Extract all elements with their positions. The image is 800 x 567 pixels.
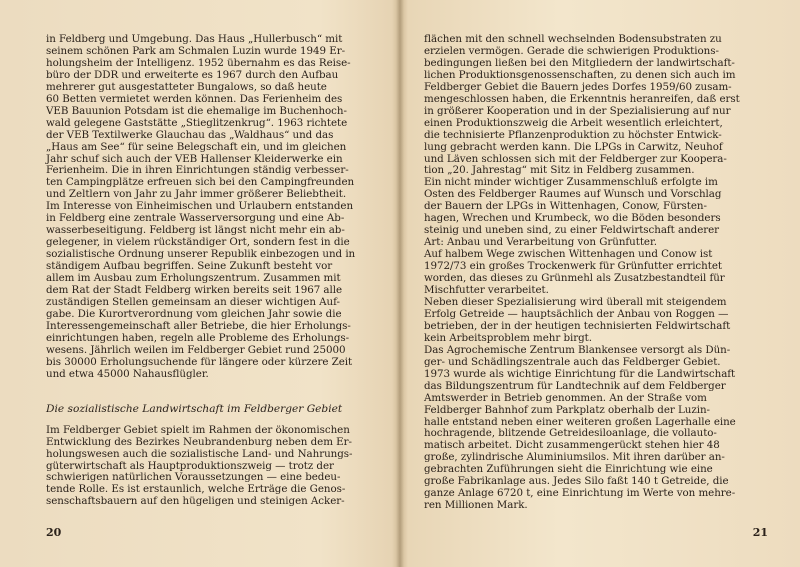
left-paragraph-2: Im Feldberger Gebiet spielt im Rahmen der ökonomischen Entwicklung des Bezirkes Neubrandenburg neben dem Er- holungswesen auch die sozialistische Land- und Nahrungs- güterwirtschaft als Hauptproduktionszweig — trotz der schwierigen natürlichen Voraussetzungen — eine bedeu- tende Rolle. Es ist erstaunlich, welche Erträge die Genos- senschaftsbauern auf den hügeligen und steinigen Acker- bbox=[46, 423, 353, 508]
right-paragraph-4: Neben dieser Spezialisierung wird überall mit steigendem Erfolg Getreide — hauptsächlich der Anbau von Roggen — betrieben, der in der heutigen technisierten Feldwirtschaft kein Arbeitsproblem mehr birgt. bbox=[424, 295, 731, 344]
right-paragraph-3: Auf halbem Wege zwischen Wittenhagen und Conow ist 1972/73 ein großes Trockenwerk für Grünfutter errichtet worden, das dieses zu Grünmehl als Zusatzbestandteil für Mischfutter verarbeitet. bbox=[424, 248, 725, 297]
right-page bbox=[400, 0, 800, 567]
right-paragraph-2: Ein nicht minder wichtiger Zusammenschluß erfolgte im Osten des Feldberger Raumes auf Wunsch und Vorschlag der Bauern der LPGs in Wittenhagen, Conow, Fürsten- hagen, Wrechen und Krumbeck, wo die Böden besonders steinig und uneben sind, zu einer Feldwirtschaft anderer Art: Anbau und Verarbeitung von Grünfutter. bbox=[424, 176, 722, 249]
page-number-left: 20 bbox=[46, 526, 62, 539]
right-paragraph-1: flächen mit den schnell wechselnden Bodensubstraten zu erzielen vermögen. Gerade die schwierigen Produktions- bedingungen ließen bei den Mitgliedern der landwirtschaft- lichen Produktionsgenossenschaften, zu denen sich auch im Feldberger Gebiet die Bauern jedes Dorfes 1959/60 zusam- mengeschlossen haben, die Erkenntnis heranreifen, daß erst in größerer Kooperation und in der Spezialisierung auf nur einen Produktionszweig die Arbeit wesentlich erleichtert, die technisierte Pflanzenproduktion zu höchster Entwick- lung gebracht werden kann. Die LPGs in Carwitz, Neuhof und Läven schlossen sich mit der Feldberger zur Koopera- tion „20. Jahrestag“ mit Sitz in Feldberg zusammen. bbox=[424, 33, 740, 177]
section-heading: Die sozialistische Landwirtschaft im Feldberger Gebiet bbox=[46, 402, 343, 415]
left-paragraph-1: in Feldberg und Umgebung. Das Haus „Hullerbusch“ mit seinem schönen Park am Schmalen Luzin wurde 1949 Er- holungsheim der Intelligenz. 1952 übernahm es das Reise- büro der DDR und erweiterte es 1967 durch den Aufbau mehrerer gut ausgestatteter Bungalows, so daß heute 60 Betten vermietet werden können. Das Ferienheim des VEB Bauunion Potsdam ist die ehemalige im Buchenhoch- wald gelegene Gaststätte „Stieglitzenkrug“. 1963 richtete der VEB Textilwerke Glauchau das „Waldhaus“ und das „Haus am See“ für seine Belegschaft ein, und im gleichen Jahr schuf sich auch der VEB Hallenser Kleiderwerke ein Ferienheim. Die in ihren Einrichtungen ständig verbesser- ten Campingplätze erfreuen sich bei den Campingfreunden und Zeltlern von Jahr zu Jahr immer größerer Beliebtheit. Im Interesse von Einheimischen und Urlaubern entstanden in Feldberg eine zentrale Wasserversorgung und eine Ab- wasserbeseitigung. Feldberg ist längst nicht mehr ein ab- gelegener, in vielem rückständiger Ort, sondern fest in die sozialistische Ordnung unserer Republik einbezogen und in ständigem Aufbau begriffen. Seine Zukunft besteht vor allem im Ausbau zum Erholungszentrum. Zusammen mit dem Rat der Stadt Feldberg wirken bereits seit 1967 alle zuständigen Stellen gemeinsam an dieser wichtigen Auf- gabe. Die Kurortverordnung vom gleichen Jahr sowie die Interessengemeinschaft aller Betriebe, die hier Erholungs- einrichtungen haben, regeln alle Probleme des Erholungs- wesens. Jährlich weilen im Feldberger Gebiet rund 25000 bis 30000 Erholungsuchende für längere oder kürzere Zeit und etwa 45000 Nahausflügler. bbox=[46, 33, 356, 380]
page-number-right: 21 bbox=[752, 526, 768, 539]
right-paragraph-5: Das Agrochemische Zentrum Blankensee versorgt als Dün- ger- und Schädlingszentrale auch das Feldberger Gebiet. 1973 wurde als wichtige Einrichtung für die Landwirtschaft das Bildungszentrum für Landtechnik auf dem Feldberger Amtswerder in Betrieb genommen. An der Straße vom Feldberger Bahnhof zum Parkplatz oberhalb der Luzin- halle entstand neben einer weiteren großen Lagerhalle eine hochragende, blitzende Getreidesiloanlage, die vollauto- matisch arbeitet. Dicht zusammengerückt stehen hier 48 große, zylindrische Aluminiumsilos. Mit ihren darüber an- gebrachten Zuführungen sieht die Einrichtung wie eine große Fabrikanlage aus. Jedes Silo faßt 140 t Getreide, die ganze Anlage 6720 t, eine Einrichtung im Werte von mehre- ren Millionen Mark. bbox=[424, 343, 736, 512]
paragraph-gap bbox=[46, 381, 382, 403]
